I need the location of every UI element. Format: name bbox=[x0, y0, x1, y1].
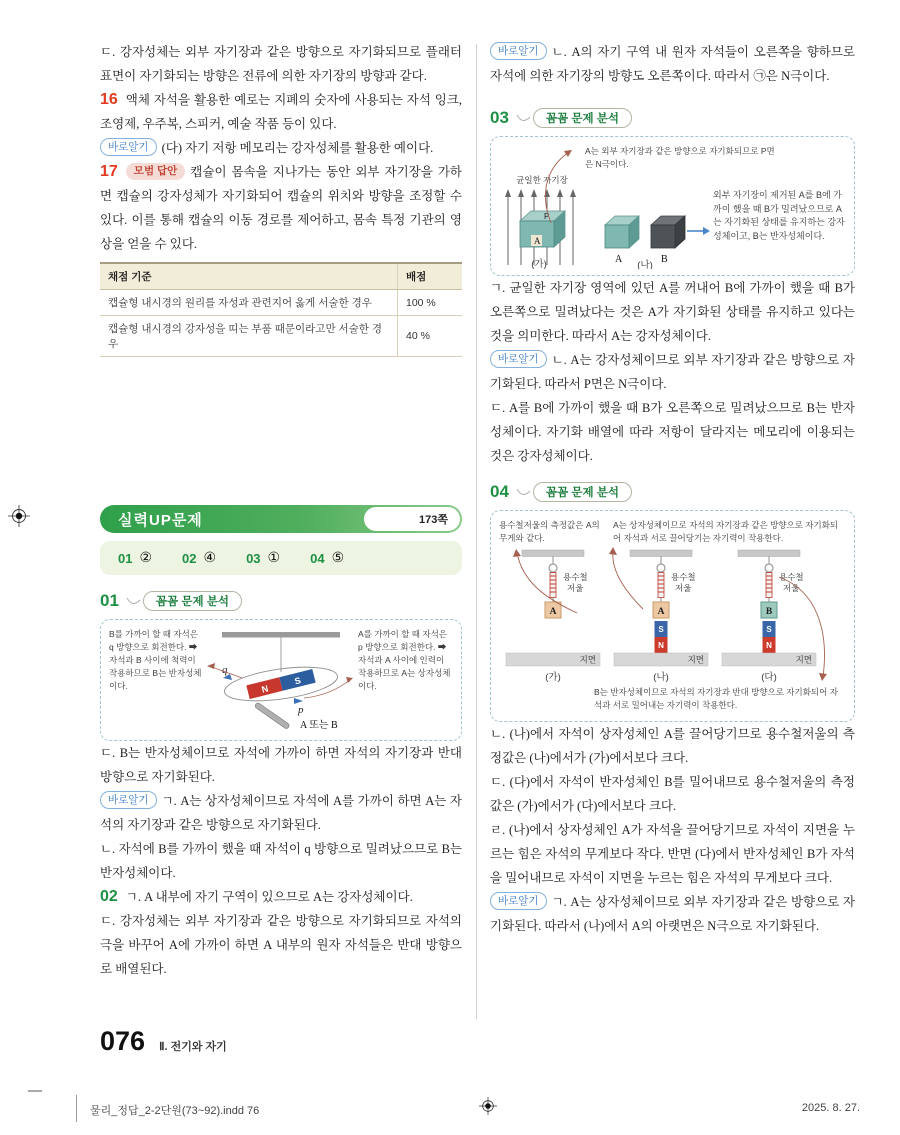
caption-na: (나) bbox=[653, 672, 669, 683]
answer-03-baro bbox=[490, 348, 855, 396]
column-divider bbox=[476, 44, 477, 1019]
cube-a-label: A bbox=[534, 236, 541, 246]
answer-04-baro bbox=[490, 890, 855, 938]
analysis-label: 꼼꼼 문제 분석 bbox=[143, 591, 242, 611]
analysis-03-content bbox=[499, 173, 846, 269]
left-column bbox=[100, 40, 462, 1019]
question-03-header bbox=[490, 106, 855, 130]
answer-02-baro-text: ㄴ. A의 자기 구역 내 원자 자석들이 오른쪽을 향하므로 자석에 의한 자기장의 방향도 오른쪽이다. 따라서 ㉠은 N극이다. bbox=[490, 45, 855, 83]
analysis-label: 꼼꼼 문제 분석 bbox=[533, 482, 632, 502]
print-filename: 물리_정답_2-2단원(73~92).indd 76 bbox=[90, 1105, 260, 1117]
answer-key-item bbox=[118, 550, 152, 567]
score-cell: 100 % bbox=[398, 290, 463, 316]
score-cell: 40 % bbox=[398, 316, 463, 357]
panel-na bbox=[607, 547, 715, 685]
n-pole-label: N bbox=[766, 641, 772, 650]
answer-03-p2: ㄷ. A를 B에 가까이 했을 때 B가 오른쪽으로 밀려났으므로 B는 반자성체이다. 자기화 배열에 따라 저항이 달라지는 메모리에 이용되는 것은 강자성체이다. bbox=[490, 401, 855, 463]
cube-a-in-field bbox=[520, 211, 565, 247]
caption-ga: (가) bbox=[545, 672, 561, 683]
annotation-top: A는 외부 자기장과 같은 방향으로 자기화되므로 P면은 N극이다. bbox=[585, 146, 775, 169]
print-tick-mark bbox=[28, 1090, 42, 1092]
support-bar bbox=[222, 632, 340, 638]
question-number-16: 16 bbox=[100, 91, 118, 108]
answer-17 bbox=[100, 160, 462, 256]
spring-label-2: 저울 bbox=[567, 583, 584, 593]
spring-scale-panels bbox=[499, 547, 846, 685]
answer-03-baro-text: ㄴ. A는 강자성체이므로 외부 자기장과 같은 방향으로 자기화된다. 따라서 P면은 N극이다. bbox=[490, 353, 855, 391]
cube-b bbox=[651, 216, 685, 248]
skill-up-section-header bbox=[100, 505, 462, 533]
crosshair-icon bbox=[479, 1097, 497, 1115]
scale-ring bbox=[657, 564, 665, 572]
connector-squiggle-icon bbox=[125, 595, 141, 607]
spring-label-1: 용수철 bbox=[671, 572, 696, 582]
q-label: q bbox=[222, 664, 228, 676]
question-03-analysis-box bbox=[490, 136, 855, 276]
answer-01-baro-text: ㄱ. A는 상자성체이므로 자석에 A를 가까이 하면 A는 자석의 자기장과 같은 방향으로 자기화된다. bbox=[100, 794, 462, 832]
answer-04-p1: ㄴ. (나)에서 자석이 상자성체인 A를 끌어당기므로 용수철저울의 측정값은 (나)에서가 (가)에서보다 크다. bbox=[490, 727, 855, 765]
answer-key-item bbox=[310, 550, 344, 567]
question-01-header bbox=[100, 589, 462, 613]
ceiling-bar bbox=[738, 550, 800, 557]
question-number-01: 01 bbox=[100, 591, 119, 610]
ground-label: 지면 bbox=[795, 654, 812, 665]
hanging-magnet-diagram bbox=[206, 628, 356, 732]
criteria-cell: 캡슐형 내시경의 강자성을 띠는 부품 때문이라고만 서술한 경우 bbox=[100, 316, 398, 357]
answer-01-baro bbox=[100, 789, 462, 837]
chapter-title: Ⅱ. 전기와 자기 bbox=[159, 1041, 227, 1053]
right-column bbox=[490, 40, 855, 1019]
answer-key-item bbox=[182, 550, 216, 567]
caption-ga: (가) bbox=[531, 259, 547, 269]
n-pole-label: N bbox=[658, 641, 664, 650]
question-number-03: 03 bbox=[490, 108, 509, 127]
panel-ga bbox=[499, 547, 607, 685]
question-01-analysis-box bbox=[100, 619, 462, 741]
uniform-field-label: 균일한 자기장 bbox=[516, 175, 568, 185]
print-crop-bar bbox=[76, 1095, 77, 1122]
n-pole-label: N bbox=[260, 683, 270, 695]
answer-17-text: 캡슐이 몸속을 지나가는 동안 외부 자기장을 가하면 캡슐의 강자성체가 자기화되어 캡슐의 위치와 방향을 조정할 수 있다. 이를 통해 캡슐의 이동 경로를 제어하고, 몸속 특정 기관의 영상을 얻을 수 있다. bbox=[100, 165, 462, 251]
answer-04-p2: ㄷ. (다)에서 자석이 반자성체인 B를 밀어내므로 용수철저울의 측정값은 (가)에서가 (다)에서보다 크다. bbox=[490, 775, 855, 813]
table-row bbox=[100, 316, 462, 357]
answer-16 bbox=[100, 88, 462, 136]
table-row bbox=[100, 290, 462, 316]
answer-01-p2: ㄴ. 자석에 B를 가까이 했을 때 자석이 q 방향으로 밀려났으므로 B는 반자성체이다. bbox=[100, 842, 462, 880]
registration-mark-left bbox=[8, 505, 30, 532]
header-criteria: 채점 기준 bbox=[100, 263, 398, 290]
uniform-field-diagram bbox=[499, 173, 585, 269]
p-face-label: P bbox=[544, 212, 550, 221]
annotation-right: A는 상자성체이므로 자석의 자기장과 같은 방향으로 자기화되어 자석과 서로 끌어당기는 자기력이 작용한다. bbox=[613, 520, 839, 543]
registration-mark-bottom bbox=[479, 1097, 497, 1120]
page-number: 076 bbox=[100, 1026, 146, 1056]
spring-label-1: 용수철 bbox=[779, 572, 804, 582]
section-title: 실력UP문제 bbox=[118, 511, 203, 529]
answer-key-item bbox=[246, 550, 280, 567]
answer-04-p3: ㄹ. (나)에서 상자성체인 A가 자석을 끌어당기므로 자석이 지면을 누르는 힘은 자석의 무게보다 작다. 반면 (다)에서 반자성체인 B가 자석을 밀어내므로 자석이 지면을 누르는 힘은 자석의 무게보다 크다. bbox=[490, 823, 855, 885]
answer-02-text1: ㄱ. A 내부에 자기 구역이 있으므로 A는 강자성체이다. bbox=[125, 890, 413, 904]
criteria-cell: 캡슐형 내시경의 원리를 자성과 관련지어 옳게 서술한 경우 bbox=[100, 290, 398, 316]
cube-label: B bbox=[765, 607, 773, 617]
ground-label: 지면 bbox=[687, 654, 704, 665]
answer-16-text: 액체 자석을 활용한 예로는 지폐의 숫자에 사용되는 자석 잉크, 조영제, 우주복, 스피커, 예술 작품 등이 있다. bbox=[100, 93, 462, 131]
answer-key-strip bbox=[100, 541, 462, 575]
annotation-side: 외부 자기장이 제거된 A를 B에 가까이 했을 때 B가 밀려났으므로 A는 자기화된 상태를 유지하는 강자성체이고, B는 반자성체이다. bbox=[713, 190, 845, 241]
answer-16-baro-text: (다) 자기 저항 메모리는 강자성체를 활용한 예이다. bbox=[161, 141, 434, 155]
spring-label-2: 저울 bbox=[783, 583, 800, 593]
cube-label: A bbox=[657, 607, 665, 617]
ground-label: 지면 bbox=[579, 654, 596, 665]
annotation-right: A를 가까이 할 때 자석은 p 방향으로 회전한다. ➡ 자석과 A 사이에 인력이 작용하므로 A는 상자성체이다. bbox=[358, 629, 451, 691]
field-arrowheads bbox=[505, 189, 576, 197]
s-pole-label: S bbox=[658, 625, 664, 634]
question-number-04: 04 bbox=[490, 482, 509, 501]
baroalgi-badge: 바로알기 bbox=[100, 138, 157, 156]
answer-number: 02 bbox=[182, 550, 197, 566]
print-date: 2025. 8. 27. bbox=[801, 1102, 860, 1114]
annotation-bottom: B는 반자성체이므로 자석의 자기장과 반대 방향으로 자기화되어 자석과 서로 밀어내는 자기력이 작용한다. bbox=[594, 687, 838, 710]
answer-choice: ① bbox=[267, 550, 281, 566]
s-pole-label: S bbox=[293, 675, 302, 687]
caption-da: (다) bbox=[761, 672, 777, 683]
leader-arrow-left bbox=[207, 663, 215, 669]
standing-magnet bbox=[655, 621, 668, 653]
cube-label: A bbox=[549, 607, 557, 617]
answer-number: 03 bbox=[246, 550, 261, 566]
rod-label: A 또는 B bbox=[300, 720, 338, 731]
spring-label-1: 용수철 bbox=[563, 572, 588, 582]
ceiling-bar bbox=[630, 550, 692, 557]
answer-02-baro bbox=[490, 40, 855, 88]
answer-16-baro bbox=[100, 136, 462, 160]
label-b: B bbox=[661, 254, 668, 265]
cubes-ab-diagram bbox=[589, 173, 711, 269]
baroalgi-badge: 바로알기 bbox=[490, 892, 547, 910]
answer-04-baro-text: ㄱ. A는 상자성체이므로 외부 자기장과 같은 방향으로 자기화된다. 따라서 (나)에서 A의 아랫면은 N극으로 자기화된다. bbox=[490, 895, 855, 933]
answer-choice: ② bbox=[139, 550, 153, 566]
answer-03-p1: ㄱ. 균일한 자기장 영역에 있던 A를 꺼내어 B에 가까이 했을 때 B가 오른쪽으로 밀려났다는 것은 A가 자기화된 상태를 유지하고 있다는 것을 의미한다. 따라서 A는 강자성체이다. bbox=[490, 281, 855, 343]
standing-magnet bbox=[763, 621, 776, 653]
p-label: p bbox=[298, 704, 304, 716]
annotation-left: B를 가까이 할 때 자석은 q 방향으로 회전한다. ➡ 자석과 B 사이에 척력이 작용하므로 B는 반자성체이다. bbox=[109, 629, 202, 691]
answer-02-p2: ㄷ. 강자성체는 외부 자기장과 같은 방향으로 자기화되므로 자석의 극을 바꾸어 A에 가까이 하면 A 내부의 원자 자석들은 반대 방향으로 배열된다. bbox=[100, 914, 462, 976]
annotation-left: 용수철저울의 측정값은 A의 무게와 같다. bbox=[499, 520, 600, 543]
spring-label-2: 저울 bbox=[675, 583, 692, 593]
baroalgi-badge: 바로알기 bbox=[100, 791, 157, 809]
analysis-label: 꼼꼼 문제 분석 bbox=[533, 108, 632, 128]
vertical-gap bbox=[100, 357, 462, 505]
answer-number: 01 bbox=[118, 550, 133, 566]
baroalgi-badge: 바로알기 bbox=[490, 42, 547, 60]
connector-squiggle-icon bbox=[515, 112, 531, 124]
answer-choice: ⑤ bbox=[331, 550, 345, 566]
cube-a bbox=[605, 216, 639, 248]
paragraph-d: ㄷ. 강자성체는 외부 자기장과 같은 방향으로 자기화되므로 플래터 표면이 자기화되는 방향은 전류에 의한 자기장의 방향과 같다. bbox=[100, 45, 462, 83]
analysis-01-content bbox=[109, 628, 453, 732]
answer-choice: ④ bbox=[203, 550, 217, 566]
answer-number: 04 bbox=[310, 550, 325, 566]
label-a: A bbox=[615, 254, 623, 265]
baroalgi-badge: 바로알기 bbox=[490, 350, 547, 368]
sample-rod bbox=[254, 702, 290, 729]
connector-squiggle-icon bbox=[515, 486, 531, 498]
table-header-row bbox=[100, 263, 462, 290]
scale-ring bbox=[765, 564, 773, 572]
header-score: 배점 bbox=[398, 263, 463, 290]
analysis-04-annotations bbox=[499, 519, 846, 545]
panel-da bbox=[715, 547, 823, 685]
caption-na: (나) bbox=[637, 260, 653, 269]
two-column-layout bbox=[100, 40, 856, 1019]
question-number-17: 17 bbox=[100, 163, 118, 180]
scale-ring bbox=[549, 564, 557, 572]
question-04-header bbox=[490, 480, 855, 504]
s-pole-label: S bbox=[766, 625, 772, 634]
answer-01-p1: ㄷ. B는 반자성체이므로 자석에 가까이 하면 자석의 자기장과 반대 방향으로 자기화된다. bbox=[100, 746, 462, 784]
ceiling-bar bbox=[522, 550, 584, 557]
question-number-02: 02 bbox=[100, 888, 118, 905]
page-reference-tab: 173쪽 bbox=[364, 507, 460, 531]
crosshair-icon bbox=[8, 505, 30, 527]
page-footer bbox=[100, 1026, 227, 1057]
question-04-analysis-box bbox=[490, 510, 855, 722]
model-answer-badge: 모범 답안 bbox=[126, 163, 186, 180]
answer-02-line1 bbox=[100, 885, 462, 909]
push-arrow bbox=[703, 227, 710, 235]
scoring-table bbox=[100, 262, 462, 357]
